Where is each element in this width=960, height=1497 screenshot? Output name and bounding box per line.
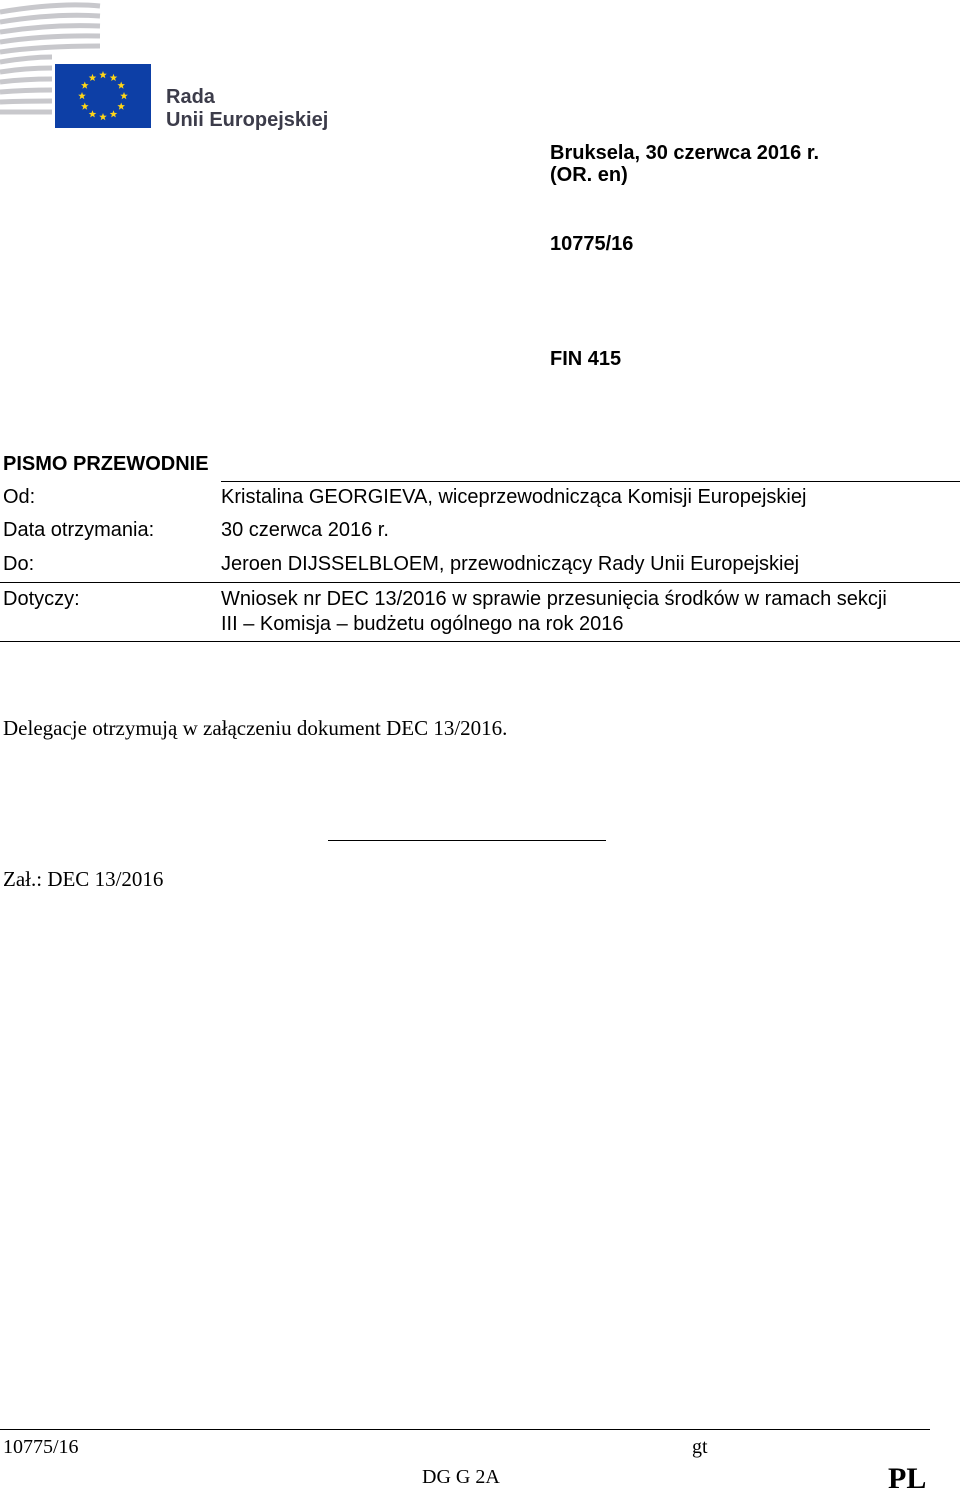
- rule-subject-top: [0, 582, 960, 583]
- rule-subject-bottom: [0, 641, 960, 642]
- enclosure: Zał.: DEC 13/2016: [3, 867, 164, 891]
- subject-value-line-2: III – Komisja – budżetu ogólnego na rok 2016: [221, 613, 624, 635]
- logo-line-1: Rada: [166, 86, 215, 108]
- footer-language: PL: [888, 1462, 927, 1495]
- received-label: Data otrzymania:: [3, 519, 155, 541]
- to-value: Jeroen DIJSSELBLOEM, przewodniczący Rady Unii Europejskiej: [221, 553, 800, 575]
- logo-wordmark: [166, 86, 328, 132]
- body-paragraph: Delegacje otrzymują w załączeniu dokument DEC 13/2016.: [3, 716, 508, 740]
- footer-doc-number: 10775/16: [3, 1436, 79, 1458]
- original-language: (OR. en): [550, 164, 628, 186]
- rule-top: [221, 481, 960, 482]
- from-value: Kristalina GEORGIEVA, wiceprzewodnicząca Komisji Europejskiej: [221, 486, 807, 508]
- document-title: PISMO PRZEWODNIE: [3, 453, 209, 475]
- received-value: 30 czerwca 2016 r.: [221, 519, 389, 541]
- to-label: Do:: [3, 553, 35, 575]
- place-date: Bruksela, 30 czerwca 2016 r.: [550, 142, 820, 164]
- document-number: 10775/16: [550, 233, 634, 255]
- from-label: Od:: [3, 486, 36, 508]
- footer-initials: gt: [692, 1436, 708, 1458]
- footer-department: DG G 2A: [422, 1466, 500, 1488]
- file-code: FIN 415: [550, 348, 622, 370]
- footer-rule: [0, 1429, 930, 1430]
- logo-line-2: Unii Europejskiej: [166, 109, 329, 131]
- subject-label: Dotyczy:: [3, 588, 80, 610]
- subject-value-line-1: Wniosek nr DEC 13/2016 w sprawie przesunięcia środków w ramach sekcji: [221, 588, 887, 610]
- separator-line: [328, 840, 606, 841]
